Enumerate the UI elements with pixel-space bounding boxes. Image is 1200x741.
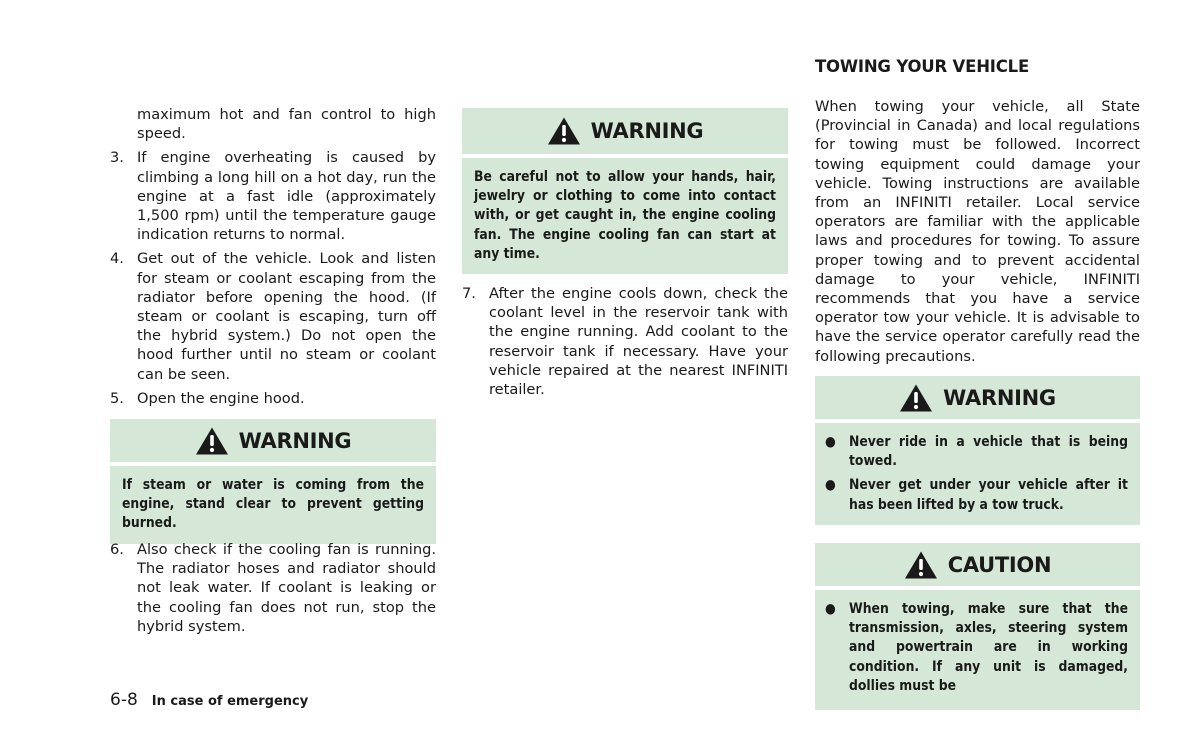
step-number: 3. — [110, 149, 124, 167]
section-heading: TOWING YOUR VEHICLE — [815, 57, 1030, 76]
bullet-text: Never ride in a vehicle that is being towed. — [849, 434, 1128, 470]
column-left-bottom — [110, 540, 436, 641]
warning-label: WARNING — [943, 385, 1056, 410]
step-text: After the engine cools down, check the coolant level in the reservoir tank with the engine running. Add coolant to the reservoir tank if necessary. Have your vehicle repaired at the nearest INFINITI retailer. — [489, 285, 788, 399]
step-7 — [462, 284, 788, 399]
step-number: 5. — [110, 389, 124, 407]
warning-body — [110, 466, 436, 544]
step-4 — [110, 249, 436, 383]
warning-triangle-icon — [195, 426, 229, 456]
bullet-icon: ● — [825, 434, 836, 450]
warning-text: Be careful not to allow your hands, hair, jewelry or clothing to come into contact with, or get caught in, the engine cooling fan. The engine cooling fan can start at any time. — [474, 169, 776, 262]
warning-box-towing — [815, 376, 1140, 525]
warning-triangle-icon — [547, 116, 581, 146]
warning-body — [462, 158, 788, 274]
warning-box-fan — [462, 108, 788, 274]
bullet-icon: ● — [825, 477, 836, 494]
caution-header — [815, 543, 1140, 586]
step-number: 7. — [462, 285, 476, 302]
caution-triangle-icon — [904, 550, 938, 580]
bullet-item — [825, 433, 1128, 471]
step-text: If engine overheating is caused by climbing a long hill on a hot day, run the engine at a fast idle (approximately 1,500 rpm) until the temperature gauge indication returns to normal. — [137, 149, 436, 244]
page-footer — [110, 690, 308, 710]
step-text: Open the engine hood. — [137, 389, 305, 407]
towing-intro-text: When towing your vehicle, all State (Provincial in Canada) and local regulations for towing must be followed. Incorrect towing equipment could damage your vehicle. Towing instructions are available from an INFINITI retailer. Local service operators are familiar with the applicable laws and procedures for towing. To assure proper towing and to prevent accidental damage to your vehicle, INFINITI recommends that you have a service operator tow your vehicle. It is advisable to have the service operator carefully read the following precautions. — [815, 98, 1140, 365]
caution-body — [815, 590, 1140, 710]
warning-box-steam — [110, 419, 436, 544]
bullet-text: Never get under your vehicle after it has been lifted by a tow truck. — [849, 477, 1128, 513]
continued-step-text: maximum hot and fan control to high speed. — [137, 106, 436, 143]
warning-label: WARNING — [238, 428, 352, 453]
caution-label: CAUTION — [947, 552, 1052, 577]
step-3 — [110, 148, 436, 244]
warning-text: If steam or water is coming from the engine, stand clear to prevent getting burned. — [122, 477, 424, 532]
step-text: Get out of the vehicle. Look and listen for steam or coolant escaping from the radiator before opening the hood. (If steam or coolant is escaping, turn off the hybrid system.) Do not open the hood further until no steam or coolant can be seen. — [137, 250, 436, 383]
step-number: 4. — [110, 250, 124, 268]
step-5 — [110, 389, 436, 408]
bullet-icon: ● — [825, 601, 836, 617]
bullet-item — [825, 600, 1128, 696]
warning-header — [815, 376, 1140, 419]
warning-label: WARNING — [590, 119, 704, 143]
caution-box-towing — [815, 543, 1140, 694]
step-text: Also check if the cooling fan is running. The radiator hoses and radiator should not leak water. If coolant is leaking or the cooling fan does not run, stop the hybrid system. — [137, 541, 436, 635]
warning-header — [462, 108, 788, 154]
step-number: 6. — [110, 541, 124, 558]
section-title: In case of emergency — [151, 694, 309, 709]
warning-header — [110, 419, 436, 462]
bullet-text: When towing, make sure that the transmission, axles, steering system and powertrain are in working condition. If any unit is damaged, dollies must be — [849, 601, 1128, 694]
page-number: 6-8 — [110, 690, 138, 710]
column-middle — [462, 284, 788, 404]
column-left — [110, 105, 436, 413]
warning-body — [815, 423, 1140, 525]
bullet-item — [825, 476, 1128, 514]
column-right — [815, 97, 1140, 366]
warning-triangle-icon — [899, 383, 933, 413]
step-6 — [110, 540, 436, 636]
